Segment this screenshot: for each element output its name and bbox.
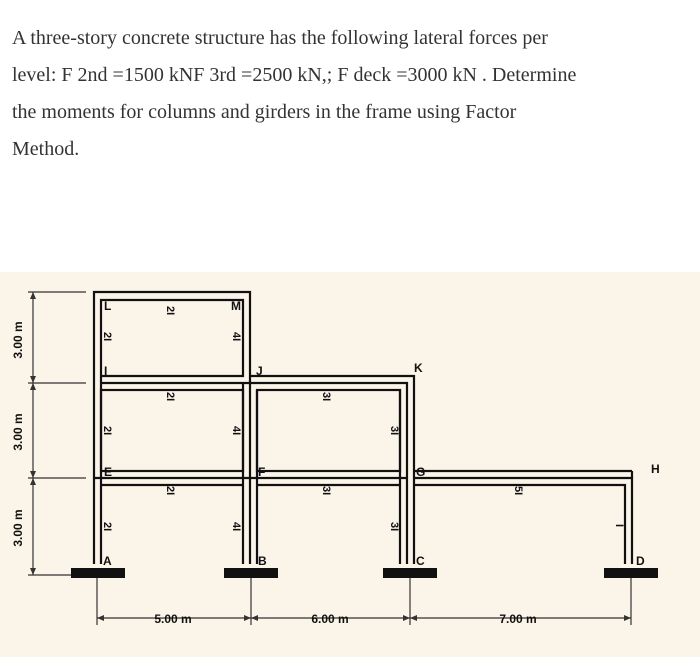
joint-label-D: D [636,554,645,568]
frame-diagram [0,272,700,657]
problem-line-3: the moments for columns and girders in the frame using Factor [12,101,517,123]
story-height-label-mid: 3.00 m [11,413,25,451]
member-label-girder-2nd-right: 5I [512,486,524,496]
member-label-top-girder: 2I [164,306,176,316]
member-label-girder-2nd-mid: 3I [320,486,332,496]
member-label-col-right-bot: 3I [388,522,400,532]
support-B [224,568,278,578]
member-label-col-mid-top: 4I [230,332,242,342]
story-height-label-top: 3.00 m [11,321,25,359]
problem-statement [12,20,682,168]
joint-label-A: A [103,554,112,568]
joint-label-K: K [414,361,423,375]
joint-label-F: F [258,465,266,479]
joint-label-C: C [416,554,425,568]
problem-line-4: Method. [12,138,80,160]
span-label-right: 7.00 m [499,612,537,626]
span-label-mid: 6.00 m [311,612,349,626]
support-A [71,568,125,578]
joint-label-G: G [416,465,426,479]
member-label-girder-3rd-left: 2I [164,392,176,402]
joint-label-J: J [256,364,263,378]
member-label-col-right-mid: 3I [388,426,400,436]
joint-label-I: I [104,364,108,378]
joint-label-L: L [104,299,112,313]
joint-label-B: B [258,554,267,568]
span-label-left: 5.00 m [154,612,192,626]
problem-line-2: level: F 2nd =1500 kNF 3rd =2500 kN,; F deck =3000 kN . Determine [12,64,577,86]
support-C [383,568,437,578]
support-D [604,568,658,578]
member-label-col-left-top: 2I [101,332,113,342]
member-label-col-left-bot: 2I [101,522,113,532]
joint-label-M: M [231,299,241,313]
story-height-label-bot: 3.00 m [11,509,25,547]
joint-label-E: E [104,465,113,479]
problem-line-1: A three-story concrete structure has the following lateral forces per [12,27,548,49]
joint-label-H: H [651,462,660,476]
member-label-col-mid-mid: 4I [230,426,242,436]
member-label-girder-2nd-left: 2I [164,486,176,496]
member-label-girder-3rd-mid: 3I [320,392,332,402]
member-label-col-left-mid: 2I [101,426,113,436]
member-label-col-mid-bot: 4I [230,522,242,532]
member-label-col-far-bot: I [613,524,625,528]
